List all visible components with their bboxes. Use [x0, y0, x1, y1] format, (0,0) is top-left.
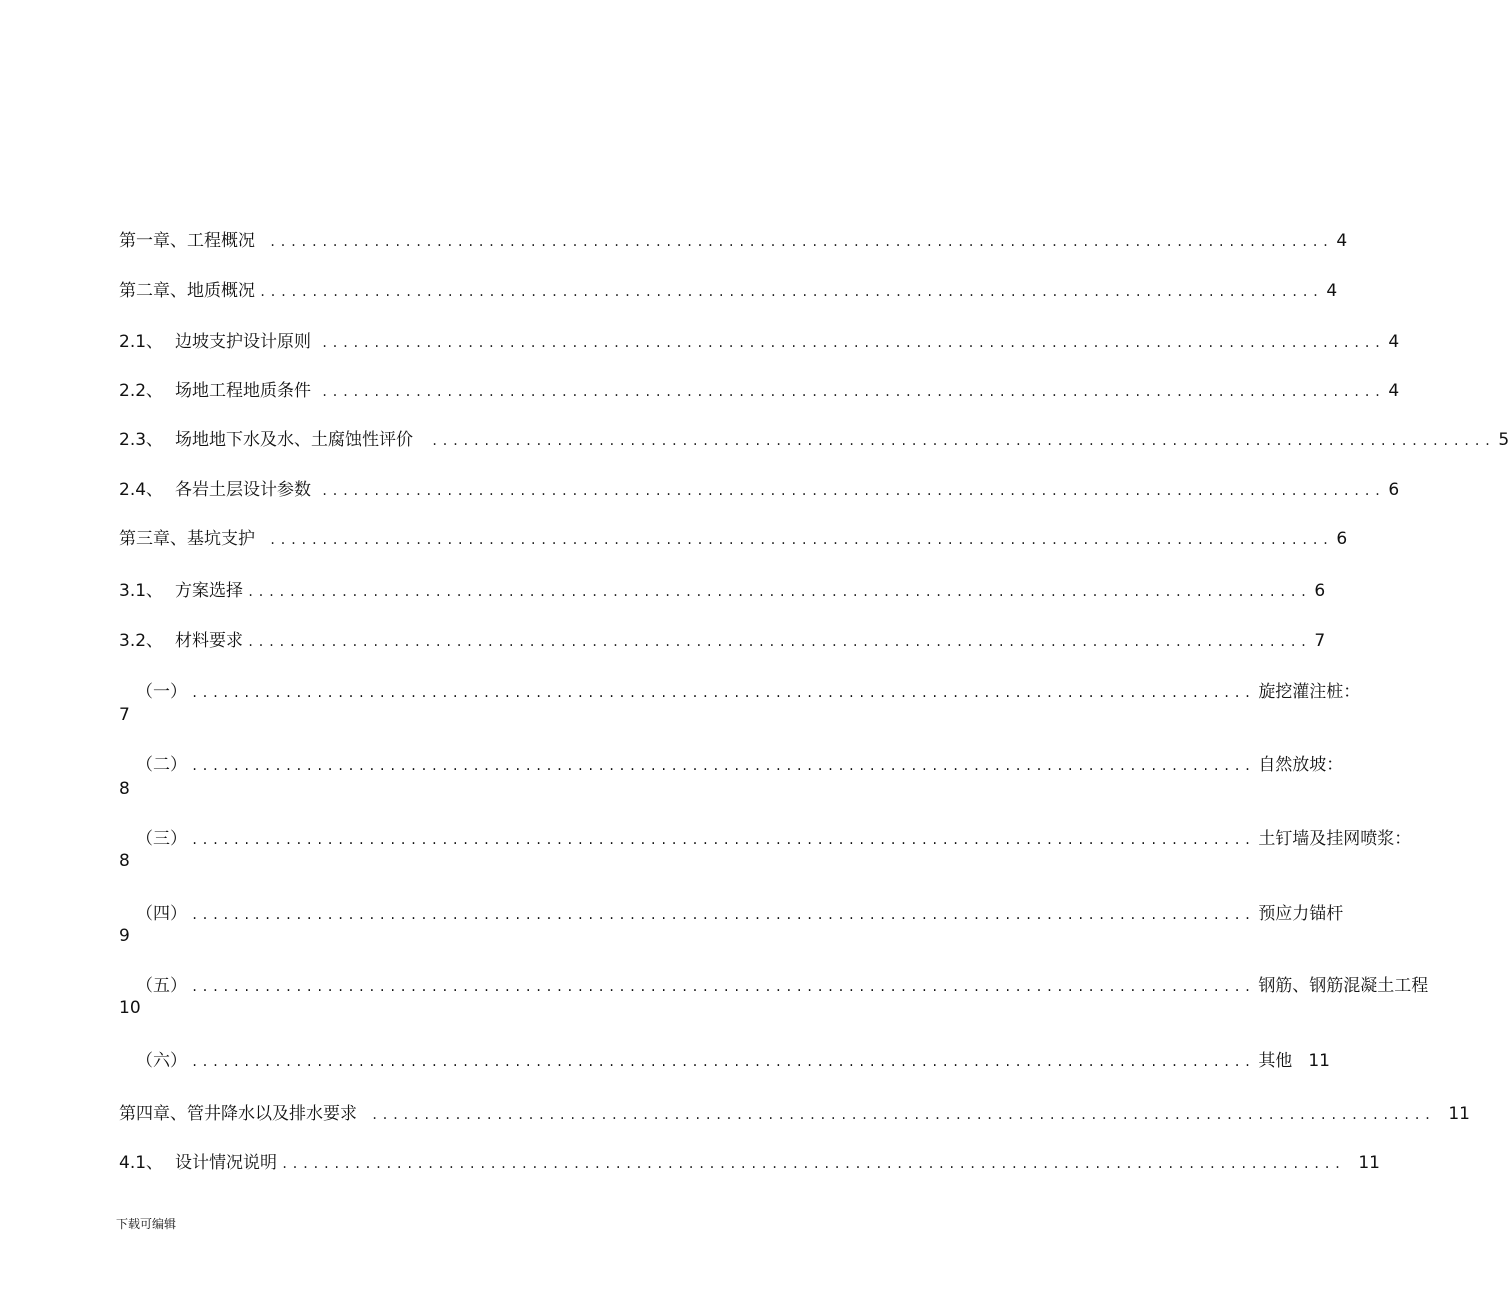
toc-page-number: 6	[1336, 529, 1348, 549]
toc-leader-dots: ......................................................................................................	[321, 484, 1385, 498]
toc-entry-chapter-3[interactable]	[119, 524, 1348, 550]
toc-label: 方案选择	[175, 581, 243, 601]
toc-sub-prefix: （六）	[136, 1051, 187, 1071]
toc-label: 旋挖灌注桩：	[1258, 682, 1361, 702]
toc-page-number: 11	[1358, 1153, 1380, 1173]
toc-sub-entry-4[interactable]	[136, 899, 1344, 925]
toc-label: 场地地下水及水、土腐蚀性评价	[175, 430, 413, 450]
toc-label: 边坡支护设计原则	[175, 332, 311, 352]
toc-page-number: 6	[1388, 480, 1400, 500]
toc-page-number: 4	[1388, 381, 1400, 401]
toc-label: 第四章、管井降水以及排水要求	[119, 1104, 357, 1124]
toc-sub-prefix: （五）	[136, 976, 187, 996]
toc-sub-entry-2[interactable]	[136, 750, 1344, 776]
toc-leader-dots: ......................................................................................................	[371, 1108, 1435, 1122]
toc-entry-2-3[interactable]	[119, 425, 1509, 451]
toc-page-number: 4	[1336, 231, 1348, 251]
toc-entry-2-1[interactable]	[119, 327, 1400, 353]
toc-sub-entry-3[interactable]	[136, 824, 1412, 850]
toc-page-number: 4	[1388, 332, 1400, 352]
toc-label: 自然放坡：	[1258, 755, 1344, 775]
toc-sub-prefix: （一）	[136, 682, 187, 702]
toc-entry-chapter-2[interactable]	[119, 276, 1338, 302]
toc-page-number: 4	[1326, 281, 1338, 301]
toc-page-number: 7	[1314, 631, 1326, 651]
toc-section-number: 3.2、	[119, 631, 164, 651]
toc-leader-dots: ......................................................................................................	[259, 285, 1323, 299]
toc-label: 第三章、基坑支护	[119, 529, 255, 549]
toc-sub-entry-6[interactable]	[136, 1046, 1330, 1072]
toc-leader-dots: ......................................................................................................	[191, 980, 1255, 994]
toc-leader-dots: ......................................................................................................	[191, 759, 1255, 773]
toc-label: 场地工程地质条件	[175, 381, 311, 401]
toc-section-number: 2.2、	[119, 381, 164, 401]
toc-sub-prefix: （二）	[136, 755, 187, 775]
toc-leader-dots: ......................................................................................................	[247, 585, 1311, 599]
toc-entry-2-4[interactable]	[119, 475, 1400, 501]
toc-entry-chapter-1[interactable]	[119, 226, 1348, 252]
toc-label: 钢筋、钢筋混凝土工程	[1258, 976, 1429, 996]
toc-sub-prefix: （三）	[136, 829, 187, 849]
toc-leader-dots: ......................................................................................................	[431, 434, 1495, 448]
toc-section-number: 4.1、	[119, 1153, 164, 1173]
toc-section-number: 2.1、	[119, 332, 164, 352]
toc-page-number: 11	[1448, 1104, 1470, 1124]
toc-leader-dots: ......................................................................................................	[191, 833, 1255, 847]
toc-label: 预应力锚杆	[1258, 904, 1344, 924]
toc-leader-dots: ......................................................................................................	[247, 635, 1311, 649]
toc-page-number: 10	[119, 998, 141, 1018]
toc-page-number: 8	[119, 851, 130, 871]
toc-label: 第一章、工程概况	[119, 231, 255, 251]
toc-section-number: 2.4、	[119, 480, 164, 500]
toc-label: 其他	[1258, 1051, 1293, 1071]
toc-entry-3-1[interactable]	[119, 576, 1326, 602]
toc-page-number: 8	[119, 779, 130, 799]
toc-entry-3-2[interactable]	[119, 626, 1326, 652]
toc-label: 第二章、地质概况	[119, 281, 255, 301]
toc-leader-dots: ......................................................................................................	[321, 336, 1385, 350]
toc-label: 各岩土层设计参数	[175, 480, 311, 500]
toc-page-number: 6	[1314, 581, 1326, 601]
footer-note: 下载可编辑	[116, 1217, 177, 1231]
toc-sub-entry-5[interactable]	[136, 971, 1429, 997]
toc-label: 材料要求	[175, 631, 243, 651]
toc-page-number: 9	[119, 926, 130, 946]
toc-entry-chapter-4[interactable]	[119, 1099, 1470, 1125]
toc-leader-dots: ......................................................................................................	[269, 533, 1333, 547]
toc-page-number: 5	[1498, 430, 1509, 450]
toc-page-number: 11	[1308, 1051, 1330, 1071]
toc-label: 设计情况说明	[175, 1153, 277, 1173]
toc-section-number: 2.3、	[119, 430, 164, 450]
toc-leader-dots: ......................................................................................................	[191, 686, 1255, 700]
toc-entry-4-1[interactable]	[119, 1148, 1380, 1174]
toc-sub-prefix: （四）	[136, 904, 187, 924]
toc-leader-dots: ......................................................................................................	[191, 1055, 1255, 1069]
toc-section-number: 3.1、	[119, 581, 164, 601]
toc-leader-dots: ......................................................................................................	[191, 908, 1255, 922]
toc-leader-dots: ......................................................................................................	[281, 1157, 1345, 1171]
toc-entry-2-2[interactable]	[119, 376, 1400, 402]
toc-leader-dots: ......................................................................................................	[321, 385, 1385, 399]
toc-sub-entry-1[interactable]	[136, 677, 1361, 703]
toc-label: 土钉墙及挂网喷浆：	[1258, 829, 1412, 849]
toc-page-number: 7	[119, 705, 130, 725]
toc-leader-dots: ......................................................................................................	[269, 235, 1333, 249]
